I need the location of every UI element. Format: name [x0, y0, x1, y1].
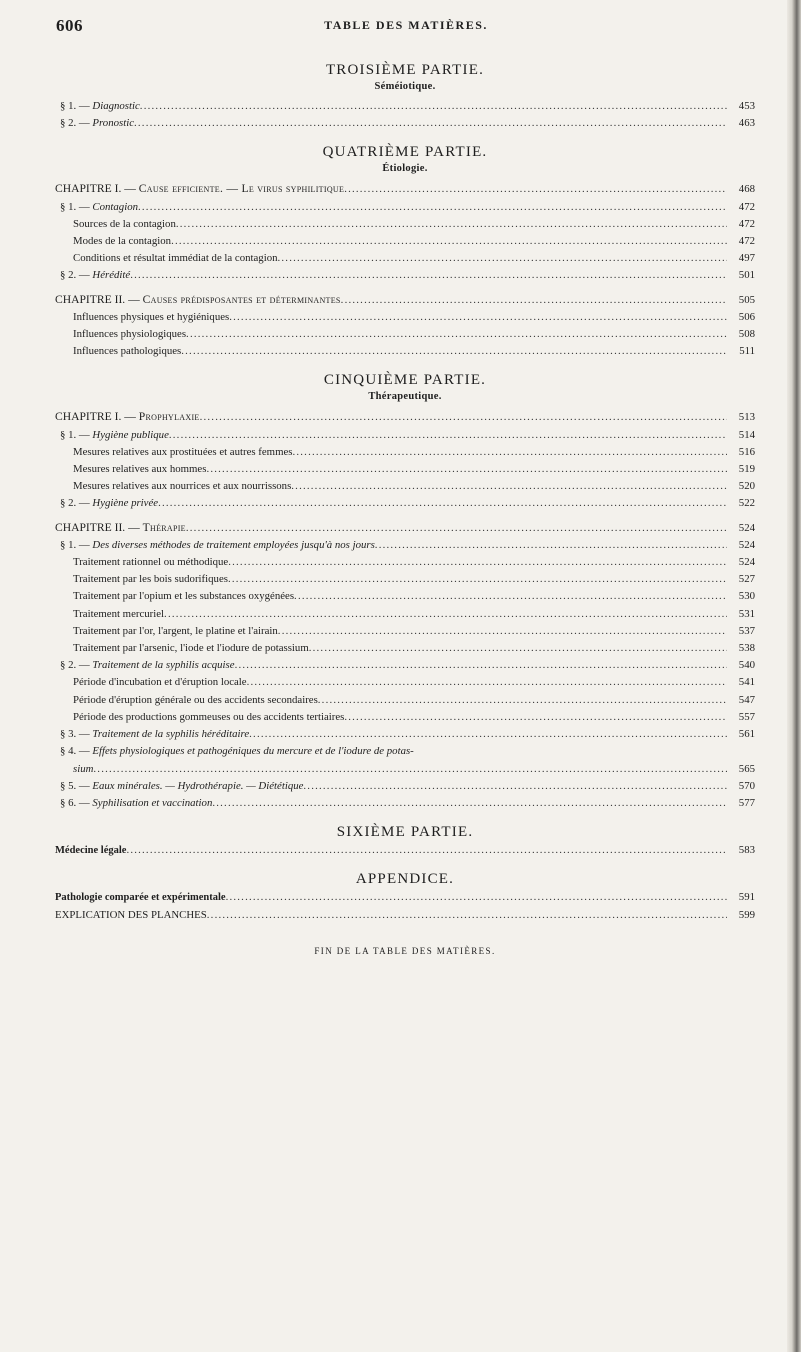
running-title: TABLE DES MATIÈRES.: [324, 18, 488, 32]
entry-page: 599: [738, 908, 755, 921]
dot-leader: [176, 216, 727, 233]
entry-page: 520: [738, 480, 755, 493]
entry-page: 570: [738, 779, 755, 792]
chapter-heading: CHAPITRE I. —: [55, 182, 136, 196]
entry-label: Diagnostic: [92, 100, 140, 112]
toc-entry-continued: [55, 761, 755, 778]
entry-label: Cause efficiente. — Le virus syphilitique: [138, 182, 345, 196]
chapter-heading: CHAPITRE II. —: [55, 520, 140, 534]
part-title: TROISIÈME PARTIE.: [325, 62, 485, 78]
entry-label: Période d'incubation et d'éruption locale: [73, 676, 247, 689]
dot-leader: [278, 250, 728, 267]
entry-label: Modes de la contagion: [73, 235, 172, 248]
toc-chapter: [55, 180, 755, 198]
dot-leader: [292, 444, 727, 461]
end-note: FIN DE LA TABLE DES MATIÈRES.: [314, 945, 496, 956]
entry-label: Eaux minérales. — Hydrothérapie. — Diététique: [92, 779, 304, 792]
dot-leader: [235, 657, 727, 674]
entry-page: 472: [738, 200, 755, 213]
dot-leader: [140, 98, 727, 115]
entry-label: Des diverses méthodes de traitement employées jusqu'à nos jours: [92, 538, 375, 551]
toc-entry: [55, 778, 755, 795]
dot-leader: [206, 461, 727, 478]
dot-leader: [138, 199, 727, 216]
entry-page: 522: [738, 497, 755, 510]
entry-page: 583: [738, 844, 755, 857]
section-number: § 2. —: [60, 497, 90, 510]
running-header: [56, 16, 756, 36]
section-number: § 1. —: [60, 100, 90, 112]
entry-page: 565: [738, 762, 755, 775]
toc-entry: [55, 267, 755, 284]
dot-leader: [341, 292, 727, 309]
part-subtitle: Étiologie.: [382, 163, 428, 175]
entry-label: Traitement rationnel ou méthodique: [73, 556, 229, 569]
dot-leader: [169, 427, 727, 444]
entry-label: Hérédité: [92, 269, 131, 282]
dot-leader: [344, 181, 727, 198]
toc-chapter: [55, 291, 755, 309]
entry-page: 531: [738, 607, 755, 620]
entry-page: 506: [738, 310, 755, 323]
section-number: § 2. —: [60, 269, 90, 282]
dot-leader: [226, 889, 727, 906]
section-number: § 2. —: [60, 659, 90, 672]
toc-entry: [55, 199, 755, 216]
dot-leader: [130, 267, 727, 284]
entry-label: Traitement de la syphilis acquise: [92, 659, 235, 672]
toc-entry: [55, 495, 755, 512]
toc-entry: [55, 795, 755, 812]
entry-page: 468: [738, 183, 755, 196]
dot-leader: [164, 606, 727, 623]
entry-page: 501: [738, 269, 755, 282]
entry-page: 519: [738, 463, 755, 476]
dot-leader: [291, 478, 727, 495]
entry-label: Influences physiques et hygiéniques: [73, 310, 230, 323]
entry-label: Traitement par l'arsenic, l'iode et l'iodure de potassium: [73, 642, 309, 655]
toc-entry: [55, 343, 755, 360]
toc-entry: [55, 889, 755, 906]
entry-label: Traitement par l'opium et les substances oxygénées: [73, 590, 295, 603]
entry-label: Traitement par les bois sudorifiques: [73, 573, 228, 586]
dot-leader: [278, 623, 727, 640]
dot-leader: [375, 537, 727, 554]
toc-entry: [55, 674, 755, 691]
entry-label: Mesures relatives aux nourrices et aux nourrissons: [73, 480, 292, 493]
entry-page: 530: [738, 590, 755, 603]
toc-entry: [55, 326, 755, 343]
toc-entry: [55, 554, 755, 571]
section-number: § 3. —: [60, 728, 90, 741]
entry-label: Période des productions gommeuses ou des accidents tertiaires: [73, 710, 345, 723]
dot-leader: [181, 343, 727, 360]
section-number: § 6. —: [60, 796, 90, 809]
entry-label: Mesures relatives aux hommes: [73, 463, 207, 476]
entry-label: Prophylaxie: [138, 410, 200, 424]
entry-page: 524: [738, 521, 755, 534]
toc-entry: [55, 842, 755, 859]
dot-leader: [200, 409, 727, 426]
entry-label-continued: sium: [73, 762, 94, 775]
part-title: SIXIÈME PARTIE.: [336, 824, 474, 841]
entry-label: Sources de la contagion: [73, 217, 176, 230]
entry-page: 453: [738, 100, 755, 112]
toc-entry: [55, 478, 755, 495]
entry-label: Hygiène privée: [92, 497, 159, 510]
dot-leader: [93, 761, 727, 778]
dot-leader: [228, 554, 727, 571]
toc-entry: [55, 115, 755, 132]
dot-leader: [249, 726, 727, 743]
toc-entry: [55, 640, 755, 657]
entry-label: Thérapie: [142, 520, 186, 534]
dot-leader: [186, 520, 727, 537]
entry-page: 472: [738, 217, 755, 230]
toc-entry: [55, 98, 755, 115]
dot-leader: [207, 907, 727, 924]
toc-entry: [55, 250, 755, 267]
toc-entry: [55, 692, 755, 709]
entry-page: 511: [739, 345, 755, 358]
dot-leader: [126, 842, 727, 859]
section-number: § 1. —: [60, 200, 90, 213]
entry-label: Médecine légale: [55, 845, 127, 857]
entry-label: Mesures relatives aux prostituées et autres femmes: [73, 445, 293, 458]
section-number: § 2. —: [60, 117, 90, 130]
entry-page: 508: [738, 328, 755, 341]
toc-entry: [55, 427, 755, 444]
entry-page: 540: [738, 659, 755, 672]
toc-entry: [55, 216, 755, 233]
dot-leader: [158, 495, 727, 512]
dot-leader: [303, 778, 727, 795]
entry-page: 524: [738, 538, 755, 551]
entry-label: Influences pathologiques: [73, 345, 182, 358]
entry-page: 577: [738, 796, 755, 809]
entry-page: 497: [738, 252, 755, 265]
entry-label: Traitement mercuriel: [73, 607, 165, 620]
entry-label: Traitement par l'or, l'argent, le platine et l'airain: [73, 624, 278, 637]
part-title: QUATRIÈME PARTIE.: [322, 144, 488, 161]
entry-label: Pronostic: [92, 117, 134, 130]
toc-entry: [55, 606, 755, 623]
toc-entry: [55, 709, 755, 726]
dot-leader: [229, 309, 727, 326]
toc-entry: [55, 444, 755, 461]
entry-page: 538: [738, 642, 755, 655]
dot-leader: [212, 795, 727, 812]
toc-entry: [55, 233, 755, 250]
entry-page: 547: [738, 693, 755, 706]
chapter-heading: CHAPITRE II. —: [55, 292, 140, 306]
entry-page: 537: [738, 624, 755, 637]
toc-entry: [55, 571, 755, 588]
part-title: APPENDICE.: [355, 871, 455, 888]
toc-entry: [55, 726, 755, 743]
dot-leader: [309, 640, 727, 657]
part-subtitle: Séméiotique.: [374, 81, 436, 92]
entry-label: Effets physiologiques et pathogéniques du mercure et de l'iodure de potas-: [92, 745, 414, 758]
dot-leader: [171, 233, 727, 250]
dot-leader: [294, 588, 727, 605]
toc-entry: [55, 907, 755, 924]
page-number: 606: [56, 16, 83, 35]
entry-page: 561: [738, 728, 755, 741]
entry-page: 591: [738, 891, 755, 904]
entry-page: 505: [738, 293, 755, 306]
toc-entry: [55, 461, 755, 478]
toc-entry: [55, 623, 755, 640]
dot-leader: [318, 692, 727, 709]
toc-entry: [55, 657, 755, 674]
dot-leader: [247, 674, 727, 691]
entry-page: 513: [738, 411, 755, 424]
entry-label: Influences physiologiques: [73, 328, 187, 341]
toc-chapter: [55, 519, 755, 537]
chapter-heading: CHAPITRE I. —: [55, 410, 136, 424]
section-number: § 5. —: [60, 779, 90, 792]
entry-page: 516: [738, 445, 755, 458]
toc-entry: [55, 743, 755, 760]
entry-page: 472: [738, 235, 755, 248]
dot-leader: [228, 571, 727, 588]
entry-label: Syphilisation et vaccination: [92, 796, 213, 809]
entry-label: Traitement de la syphilis héréditaire: [92, 728, 250, 741]
entry-label: Contagion: [92, 200, 138, 213]
entry-page: 514: [738, 428, 755, 441]
entry-page: 541: [738, 676, 755, 689]
section-number: § 1. —: [60, 538, 90, 551]
dot-leader: [344, 709, 727, 726]
table-of-contents: [55, 60, 755, 956]
entry-page: 463: [738, 117, 755, 130]
dot-leader: [134, 115, 727, 132]
part-title: CINQUIÈME PARTIE.: [323, 372, 487, 389]
dot-leader: [186, 326, 727, 343]
toc-entry: [55, 537, 755, 554]
entry-page: 524: [738, 556, 755, 569]
entry-label: Conditions et résultat immédiat de la contagion: [73, 252, 278, 265]
book-edge: [787, 0, 801, 1352]
section-number: § 4. —: [60, 745, 90, 758]
entry-page: 527: [738, 573, 755, 586]
entry-label: Causes prédisposantes et déterminantes: [142, 292, 341, 306]
entry-label: Pathologie comparée et expérimentale: [55, 892, 226, 904]
part-subtitle: Thérapeutique.: [368, 391, 442, 403]
entry-label: Période d'éruption générale ou des accidents secondaires: [73, 693, 318, 706]
toc-entry: [55, 309, 755, 326]
entry-label: EXPLICATION DES PLANCHES: [55, 908, 207, 921]
toc-chapter: [55, 408, 755, 426]
entry-label: Hygiène publique: [92, 428, 169, 441]
toc-entry: [55, 588, 755, 605]
entry-page: 557: [738, 710, 755, 723]
section-number: § 1. —: [60, 428, 90, 441]
